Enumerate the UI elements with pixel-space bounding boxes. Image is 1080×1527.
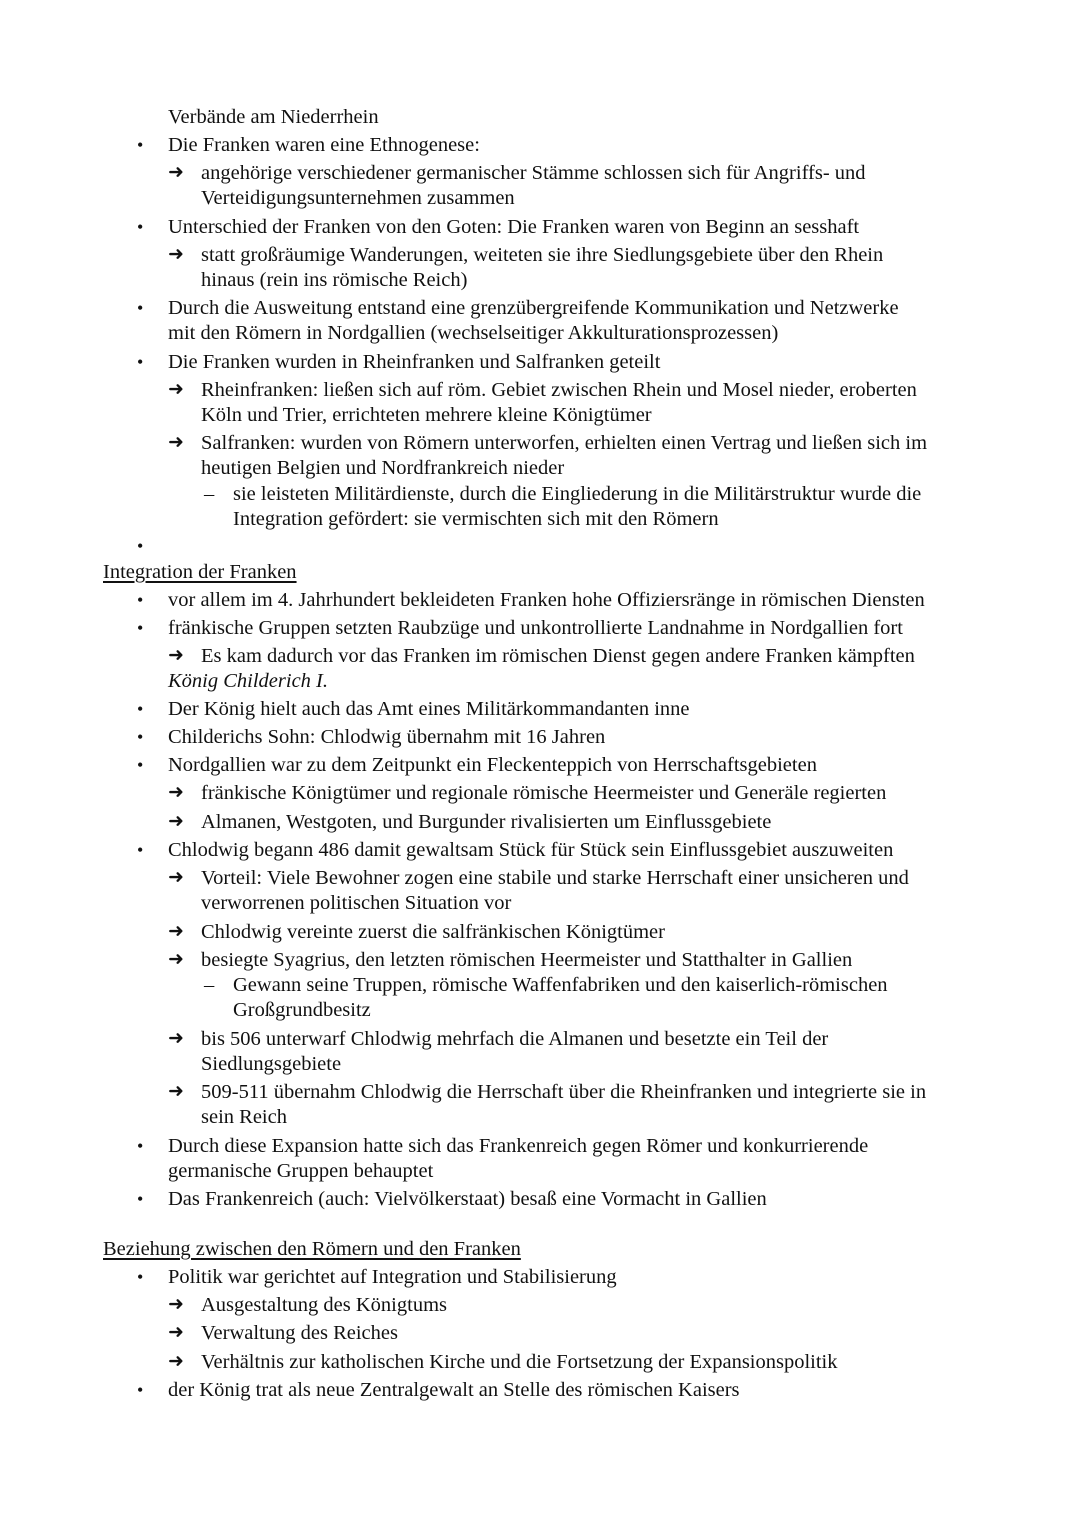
text-line: germanische Gruppen behauptet bbox=[168, 1160, 434, 1182]
bullet-item: • Nordgallien war zu dem Zeitpunkt ein Fleckenteppich von Herrschaftsgebieten bbox=[168, 753, 817, 777]
bullet-item: • Die Franken wurden in Rheinfranken und Salfranken geteilt bbox=[168, 350, 660, 374]
arrow-item: ➜ besiegte Syagrius, den letzten römischen Heermeister und Statthalter in Gallien bbox=[201, 948, 852, 972]
arrow-item: ➜ Rheinfranken: ließen sich auf röm. Gebiet zwischen Rhein und Mosel nieder, eroberten bbox=[201, 378, 917, 402]
arrow-item: ➜ Salfranken: wurden von Römern unterworfen, erhielten einen Vertrag und ließen sich im bbox=[201, 431, 927, 455]
bullet-item: • Das Frankenreich (auch: Vielvölkerstaat) besaß eine Vormacht in Gallien bbox=[168, 1187, 767, 1211]
arrow-item: ➜ Chlodwig vereinte zuerst die salfränkischen Königtümer bbox=[201, 920, 665, 944]
text-line: Köln und Trier, errichteten mehrere kleine Königtümer bbox=[201, 404, 652, 426]
bullet-item: • Durch die Ausweitung entstand eine grenzübergreifende Kommunikation und Netzwerke bbox=[168, 296, 899, 320]
text-line: Verbände am Niederrhein bbox=[168, 106, 379, 128]
text-line: verworrenen politischen Situation vor bbox=[201, 892, 512, 914]
dash-item: – sie leisteten Militärdienste, durch die Eingliederung in die Militärstruktur wurde die bbox=[233, 482, 921, 506]
text-line: Integration gefördert: sie vermischten sich mit den Römern bbox=[233, 508, 719, 530]
text-line: heutigen Belgien und Nordfrankreich nieder bbox=[201, 457, 565, 479]
bullet-item: • Childerichs Sohn: Chlodwig übernahm mit 16 Jahren bbox=[168, 725, 605, 749]
arrow-item: ➜ fränkische Königtümer und regionale römische Heermeister und Generäle regierten bbox=[201, 781, 886, 805]
arrow-item: ➜ Almanen, Westgoten, und Burgunder rivalisierten um Einflussgebiete bbox=[201, 810, 771, 834]
text-line: hinaus (rein ins römische Reich) bbox=[201, 269, 468, 291]
text-line: Siedlungsgebiete bbox=[201, 1053, 342, 1075]
arrow-item: ➜ bis 506 unterwarf Chlodwig mehrfach die Almanen und besetzte ein Teil der bbox=[201, 1027, 828, 1051]
text-line: sein Reich bbox=[201, 1106, 287, 1128]
empty-bullet: • bbox=[137, 536, 144, 556]
text-line: Großgrundbesitz bbox=[233, 999, 371, 1021]
arrow-item: ➜ statt großräumige Wanderungen, weiteten sie ihre Siedlungsgebiete über den Rhein bbox=[201, 243, 883, 267]
bullet-item: • vor allem im 4. Jahrhundert bekleideten Franken hohe Offiziersränge in römischen Diensten bbox=[168, 588, 925, 612]
arrow-item: ➜ angehörige verschiedener germanischer Stämme schlossen sich für Angriffs- und bbox=[201, 161, 866, 185]
section-heading: Beziehung zwischen den Römern und den Franken bbox=[103, 1238, 521, 1260]
bullet-item: • fränkische Gruppen setzten Raubzüge und unkontrollierte Landnahme in Nordgallien fort bbox=[168, 616, 903, 640]
bullet-item: • der König trat als neue Zentralgewalt an Stelle des römischen Kaisers bbox=[168, 1378, 740, 1402]
arrow-item: ➜ Vorteil: Viele Bewohner zogen eine stabile und starke Herrschaft einer unsicheren und bbox=[201, 866, 909, 890]
italic-subheading: König Childerich I. bbox=[168, 670, 329, 692]
arrow-item: ➜ Verhältnis zur katholischen Kirche und die Fortsetzung der Expansionspolitik bbox=[201, 1350, 838, 1374]
arrow-item: ➜ 509-511 übernahm Chlodwig die Herrschaft über die Rheinfranken und integrierte sie in bbox=[201, 1080, 926, 1104]
bullet-item: • Chlodwig begann 486 damit gewaltsam Stück für Stück sein Einflussgebiet auszuweiten bbox=[168, 838, 893, 862]
section-heading: Integration der Franken bbox=[103, 561, 297, 583]
arrow-item: ➜ Ausgestaltung des Königtums bbox=[201, 1293, 447, 1317]
bullet-item: • Die Franken waren eine Ethnogenese: bbox=[168, 133, 480, 157]
dash-item: – Gewann seine Truppen, römische Waffenfabriken und den kaiserlich-römischen bbox=[233, 973, 888, 997]
arrow-item: ➜ Verwaltung des Reiches bbox=[201, 1321, 398, 1345]
arrow-item: ➜ Es kam dadurch vor das Franken im römischen Dienst gegen andere Franken kämpften bbox=[201, 644, 915, 668]
bullet-item: • Durch diese Expansion hatte sich das Frankenreich gegen Römer und konkurrierende bbox=[168, 1134, 868, 1158]
text-line: Verteidigungsunternehmen zusammen bbox=[201, 187, 515, 209]
bullet-item: • Der König hielt auch das Amt eines Militärkommandanten inne bbox=[168, 697, 690, 721]
bullet-item: • Politik war gerichtet auf Integration und Stabilisierung bbox=[168, 1265, 617, 1289]
text-line: mit den Römern in Nordgallien (wechselseitiger Akkulturationsprozessen) bbox=[168, 322, 779, 344]
bullet-item: • Unterschied der Franken von den Goten: Die Franken waren von Beginn an sesshaft bbox=[168, 215, 859, 239]
